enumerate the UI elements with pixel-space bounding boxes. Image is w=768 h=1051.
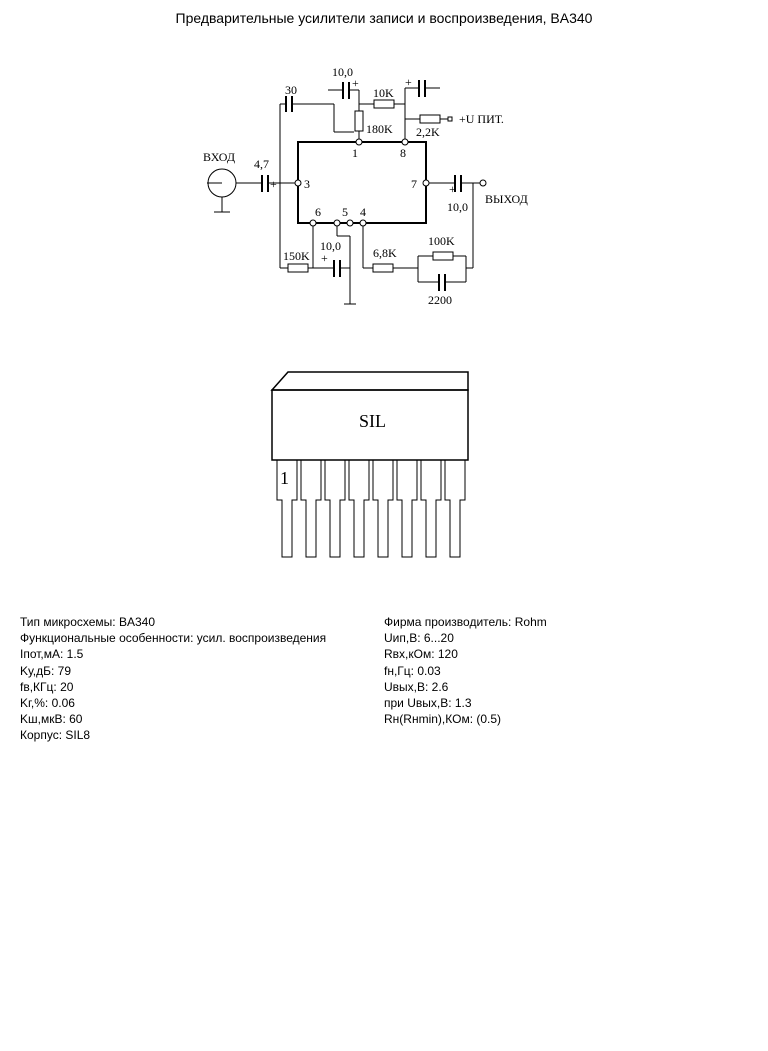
specs-left bbox=[20, 614, 326, 744]
plus-sign: + bbox=[352, 76, 359, 90]
spec-row: fв,КГц: 20 bbox=[20, 679, 74, 694]
pin-3: 3 bbox=[304, 177, 310, 191]
plus-sign: + bbox=[321, 251, 328, 265]
r-top-label: 10K bbox=[373, 86, 394, 100]
spec-row: Тип микросхемы: BA340 bbox=[20, 615, 155, 629]
spec-row: Kш,мкВ: 60 bbox=[20, 712, 83, 727]
spec-row: Uвых,В: 2.6 bbox=[384, 679, 449, 694]
package-label: SIL bbox=[359, 411, 386, 431]
c-feedback-label: 30 bbox=[285, 83, 297, 97]
c-input-label: 4,7 bbox=[254, 157, 269, 171]
spec-row: при Uвых,В: 1.3 bbox=[384, 696, 472, 711]
plus-sign: + bbox=[449, 182, 456, 196]
r-fb-label: 100K bbox=[428, 234, 455, 248]
spec-row: Фирма производитель: Rohm bbox=[384, 615, 547, 629]
page-title: Предварительные усилители записи и воспроизведения, BA340 bbox=[175, 10, 593, 26]
pin-8: 8 bbox=[400, 146, 406, 160]
spec-row: Функциональные особенности: усил. воспроизведения bbox=[20, 631, 327, 646]
plus-sign: + bbox=[270, 177, 277, 191]
specs-right bbox=[384, 614, 547, 727]
spec-row: Iпот,мА: 1.5 bbox=[20, 647, 84, 662]
r-pin4-label: 6,8K bbox=[373, 246, 397, 260]
spec-row: Корпус: SIL8 bbox=[20, 728, 91, 743]
spec-row: Uип,В: 6...20 bbox=[384, 631, 454, 646]
spec-row: Kг,%: 0.06 bbox=[20, 696, 75, 711]
pin-7: 7 bbox=[411, 177, 417, 191]
output-label: ВЫХОД bbox=[485, 192, 528, 206]
sil-package-drawing bbox=[0, 360, 768, 570]
pin-1: 1 bbox=[352, 146, 358, 160]
spec-row: Rвх,кОм: 120 bbox=[384, 647, 458, 662]
spec-row: fн,Гц: 0.03 bbox=[384, 663, 441, 678]
c-pin5-label: 10,0 bbox=[320, 239, 341, 253]
pin-one-marker: 1 bbox=[280, 468, 289, 488]
supply-label: +U ПИТ. bbox=[459, 112, 504, 126]
r-pin1-label: 180K bbox=[366, 122, 393, 136]
spec-row: Rн(Rнmin),КОм: (0.5) bbox=[384, 712, 502, 727]
circuit-schematic bbox=[0, 0, 768, 330]
c-output-label: 10,0 bbox=[447, 200, 468, 214]
c-top-label: 10,0 bbox=[332, 65, 353, 79]
c-fb-label: 2200 bbox=[428, 293, 452, 307]
spec-row: Kу,дБ: 79 bbox=[20, 663, 72, 678]
pin-6: 6 bbox=[315, 205, 321, 219]
r-pin6-label: 150K bbox=[283, 249, 310, 263]
pin-4: 4 bbox=[360, 205, 366, 219]
input-label: ВХОД bbox=[203, 150, 236, 164]
r-supply-label: 2,2K bbox=[416, 125, 440, 139]
pin-5: 5 bbox=[342, 205, 348, 219]
plus-sign: + bbox=[405, 75, 412, 89]
